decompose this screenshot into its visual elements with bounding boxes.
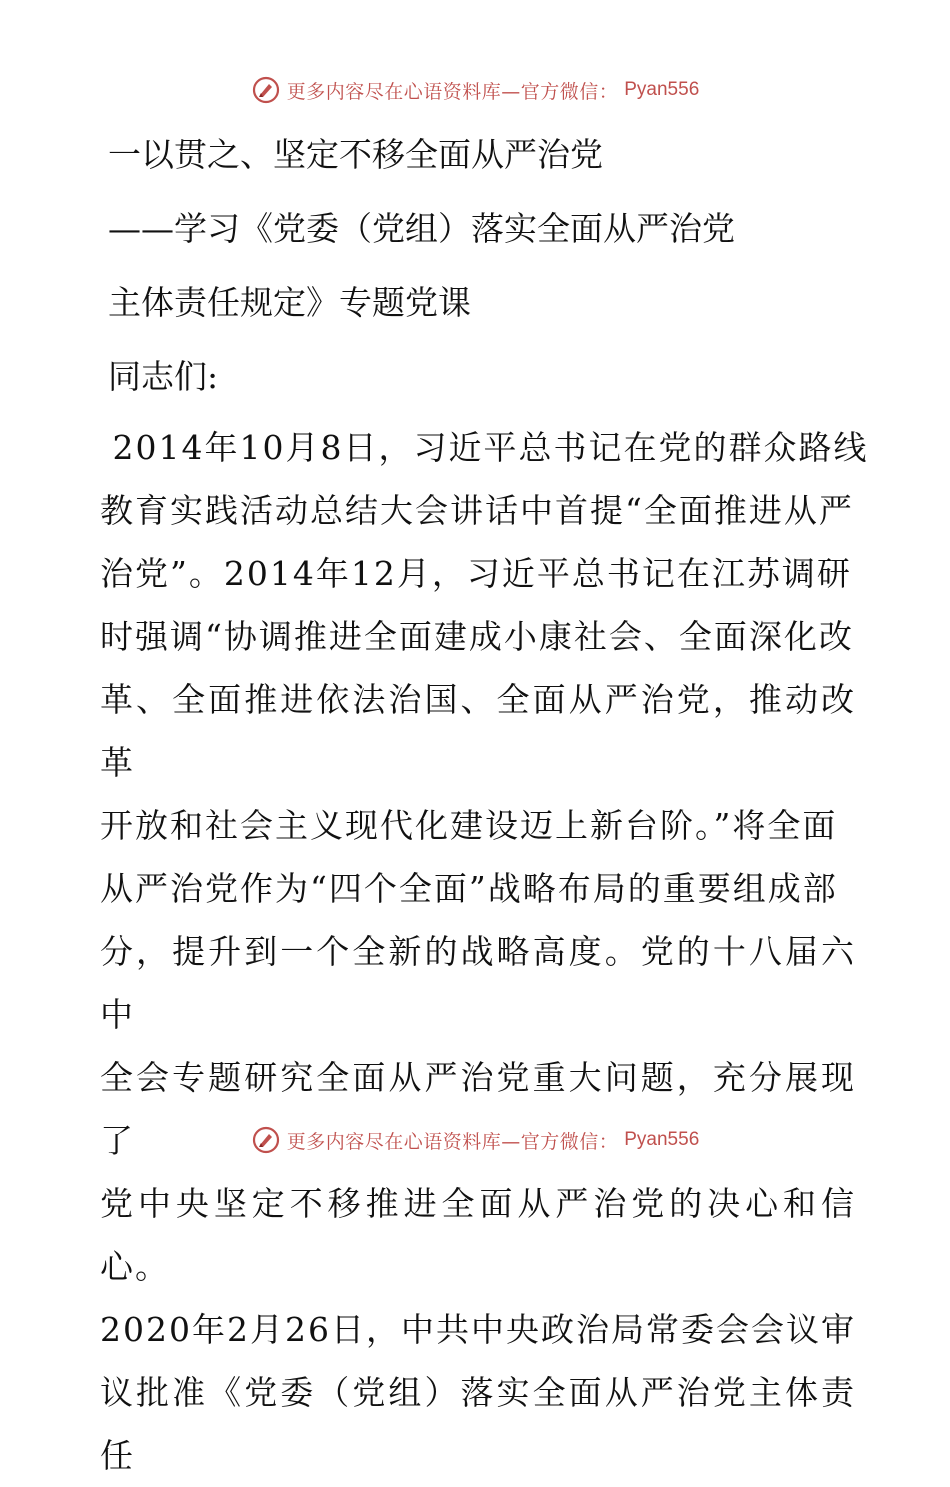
header-banner-wechat-id: Pyan556 [624, 79, 700, 100]
footer-watermark-banner [0, 1120, 950, 1160]
body-line: 2014年10月8日，习近平总书记在党的群众路线 [100, 428, 869, 467]
body-line: 开放和社会主义现代化建设迈上新台阶。”将全面 [100, 806, 838, 845]
body-line: 议批准《党委（党组）落实全面从严治党主体责任 [100, 1373, 856, 1475]
body-line: 治党”。2014年12月，习近平总书记在江苏调研 [100, 554, 852, 593]
body-line: 全会专题研究全面从严治党重大问题，充分展现了 [100, 1058, 856, 1160]
footer-banner-text: 更多内容尽在心语资料库—官方微信： [286, 1130, 619, 1153]
document-subtitle-line-1: ——学习《党委（党组）落实全面从严治党 [108, 209, 735, 248]
body-line: 革、全面推进依法治国、全面从严治党，推动改革 [100, 680, 856, 782]
body-paragraph [100, 416, 869, 1487]
footer-banner-wechat-id: Pyan556 [624, 1129, 700, 1150]
body-line: 从严治党作为“四个全面”战略布局的重要组成部 [100, 869, 838, 908]
body-line: 分，提升到一个全新的战略高度。党的十八届六中 [100, 932, 856, 1034]
body-line: 教育实践活动总结大会讲话中首提“全面推进从严 [100, 491, 854, 530]
document-title: 一以贯之、坚定不移全面从严治党 [108, 135, 603, 174]
header-watermark-banner [0, 70, 950, 110]
salutation: 同志们: [108, 357, 219, 396]
document-body [100, 118, 869, 1487]
body-line: 2020年2月26日，中共中央政治局常委会会议审 [100, 1310, 856, 1349]
pen-nib-icon [251, 1125, 281, 1155]
header-banner-text: 更多内容尽在心语资料库—官方微信： [286, 80, 619, 103]
body-line: 党中央坚定不移推进全面从严治党的决心和信心。 [100, 1184, 856, 1286]
pen-nib-icon [251, 75, 281, 105]
document-subtitle-line-2: 主体责任规定》专题党课 [108, 283, 471, 322]
body-line: 时强调“协调推进全面建成小康社会、全面深化改 [100, 617, 854, 656]
